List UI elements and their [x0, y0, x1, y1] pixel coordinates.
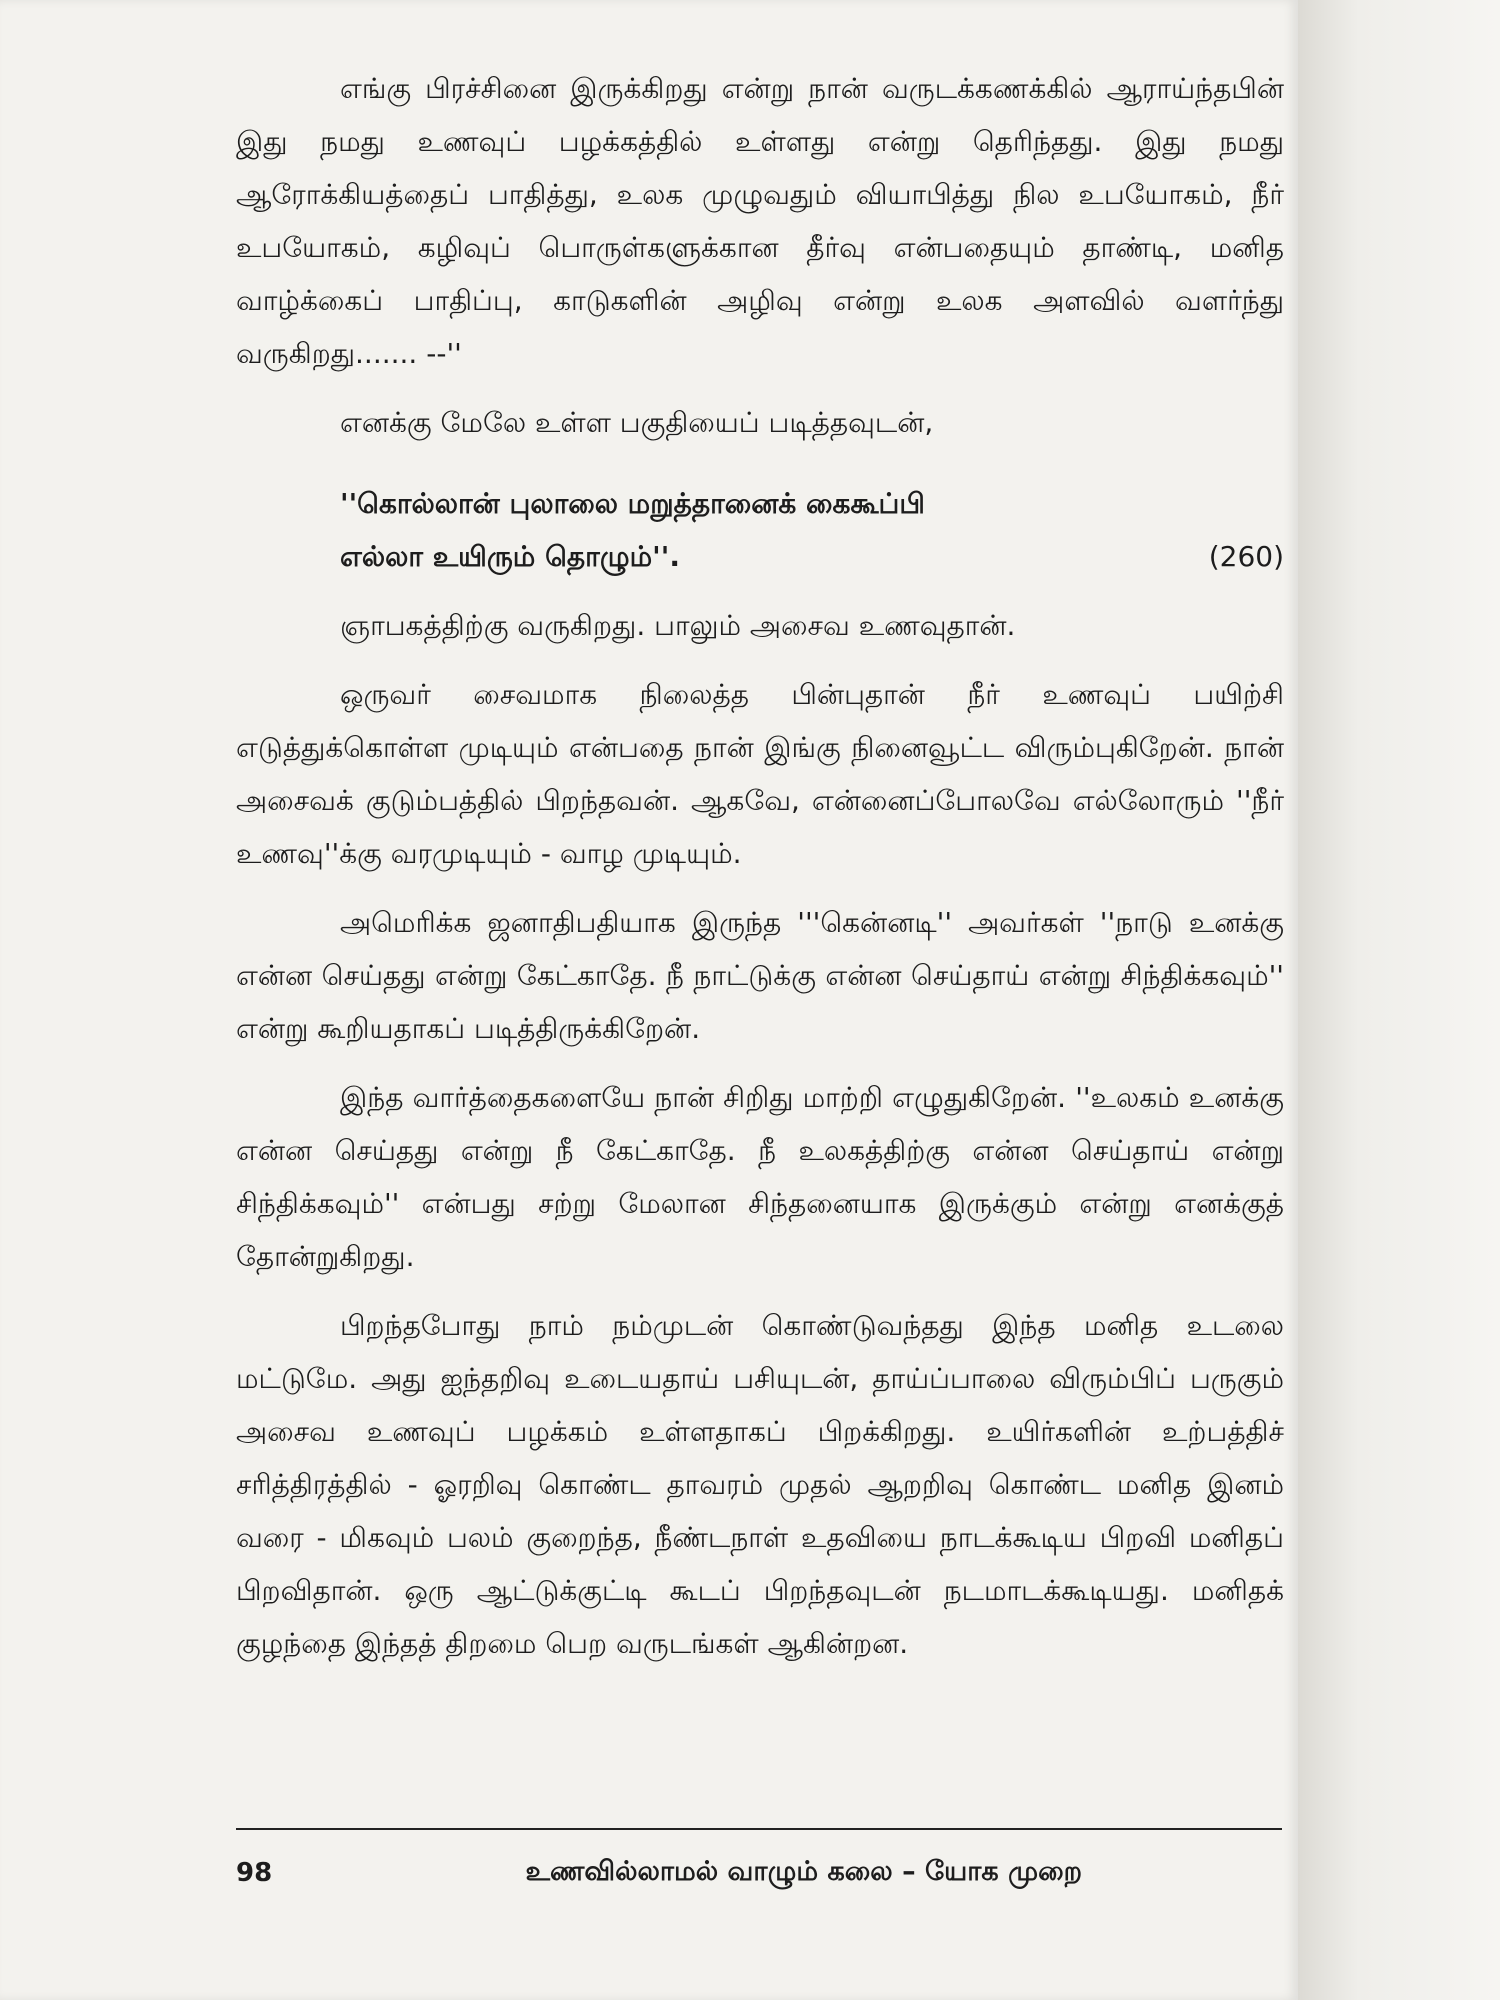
verse-line-2: எல்லா உயிரும் தொழும்''.: [340, 540, 680, 573]
paragraph-1: எங்கு பிரச்சினை இருக்கிறது என்று நான் வருடக்கணக்கில் ஆராய்ந்தபின் இது நமது உணவுப் பழக்கத்தில் உள்ளது என்று தெரிந்தது. இது நமது ஆரோக்கியத்தைப் பாதித்து, உலக முழுவதும் வியாபித்து நில உபயோகம், நீர் உபயோகம், கழிவுப் பொருள்களுக்கான தீர்வு என்பதையும் தாண்டி, மனித வாழ்க்கைப் பாதிப்பு, காடுகளின் அழிவு என்று உலக அளவில் வளர்ந்து வருகிறது....... --'': [236, 72, 1284, 370]
paragraph-3: ஞாபகத்திற்கு வருகிறது. பாலும் அசைவ உணவுதான்.: [340, 609, 1016, 642]
paragraph-4: ஒருவர் சைவமாக நிலைத்த பின்புதான் நீர் உணவுப் பயிற்சி எடுத்துக்கொள்ள முடியும் என்பதை நான் இங்கு நினைவூட்ட விரும்புகிறேன். நான் அசைவக் குடும்பத்தில் பிறந்தவன். ஆகவே, என்னைப்போலவே எல்லோரும் ''நீர் உணவு''க்கு வரமுடியும் - வாழ முடியும்.: [236, 678, 1285, 870]
paragraph-7: பிறந்தபோது நாம் நம்முடன் கொண்டுவந்தது இந்த மனித உடலை மட்டுமே. அது ஐந்தறிவு உடையதாய் பசியுடன், தாய்ப்பாலை விரும்பிப் பருகும் அசைவ உணவுப் பழக்கம் உள்ளதாகப் பிறக்கிறது. உயிர்களின் உற்பத்திச் சரித்திரத்தில் - ஓரறிவு கொண்ட தாவரம் முதல் ஆறறிவு கொண்ட மனித இனம் வரை - மிகவும் பலம் குறைந்த, நீண்டநாள் உதவியை நாடக்கூடிய பிறவி மனிதப் பிறவிதான். ஒரு ஆட்டுக்குட்டி கூடப் பிறந்தவுடன் நடமாடக்கூடியது. மனிதக் குழந்தை இந்தத் திறமை பெற வருடங்கள் ஆகின்றன.: [236, 1309, 1284, 1660]
paragraph-2: எனக்கு மேலே உள்ள பகுதியைப் படித்தவுடன்,: [340, 406, 934, 439]
body-text: [236, 62, 1284, 1670]
paragraph-6: இந்த வார்த்தைகளையே நான் சிறிது மாற்றி எழுதுகிறேன். ''உலகம் உனக்கு என்ன செய்தது என்று நீ கேட்காதே. நீ உலகத்திற்கு என்ன செய்தாய் என்று சிந்திக்கவும்'' என்பது சற்று மேலான சிந்தனையாக இருக்கும் என்று எனக்குத் தோன்றுகிறது.: [236, 1081, 1284, 1273]
verse-line-1: ''கொல்லான் புலாலை மறுத்தானைக் கைகூப்பி: [340, 487, 925, 520]
running-footer-title: உணவில்லாமல் வாழும் கலை – யோக முறை: [525, 1856, 1082, 1887]
paragraph-5: அமெரிக்க ஜனாதிபதியாக இருந்த '''கென்னடி'' அவர்கள் ''நாடு உனக்கு என்ன செய்தது என்று கேட்காதே. நீ நாட்டுக்கு என்ன செய்தாய் என்று சிந்திக்கவும்'' என்று கூறியதாகப் படித்திருக்கிறேன்.: [236, 906, 1285, 1045]
page-number: 98: [236, 1858, 273, 1888]
verse-number: (260): [1208, 540, 1284, 573]
footer-rule: [236, 1828, 1282, 1830]
verse-quote: [236, 477, 1284, 583]
facing-page-edge: [1298, 0, 1500, 2000]
